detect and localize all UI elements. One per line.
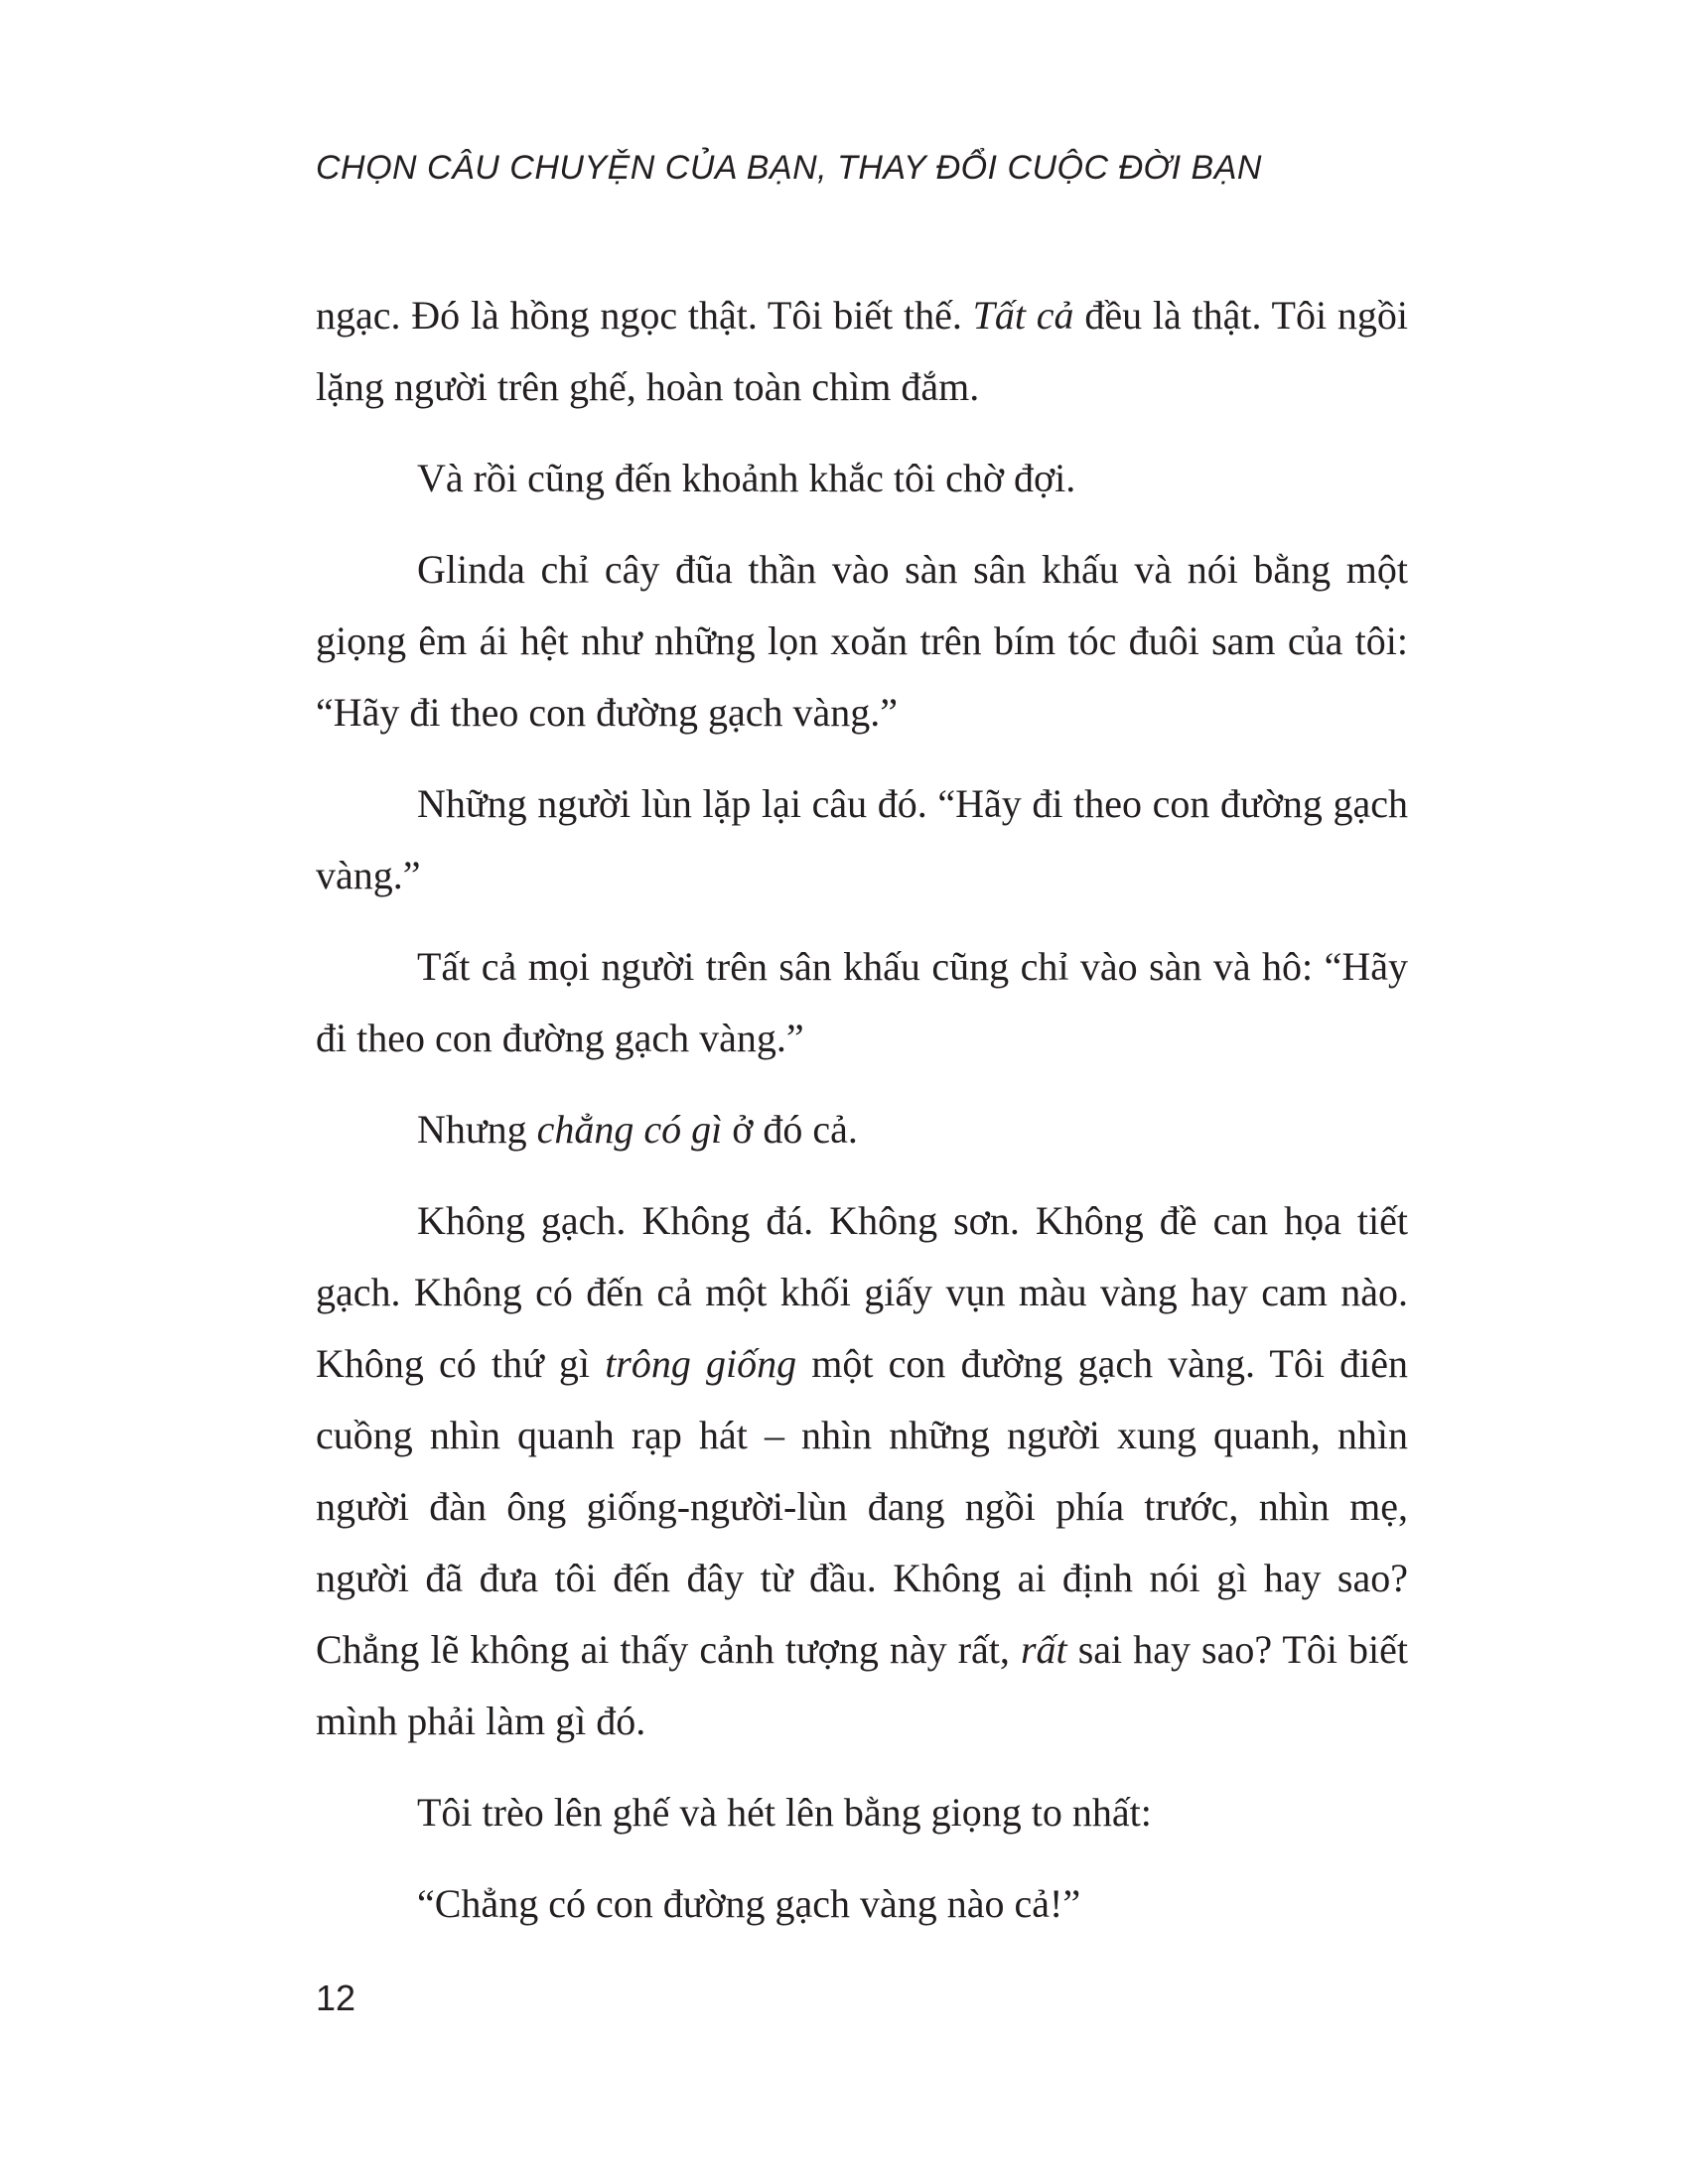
running-head: CHỌN CÂU CHUYỆN CỦA BẠN, THAY ĐỔI CUỘC ĐỜI BẠN — [316, 149, 1262, 187]
body-text — [316, 280, 1408, 1960]
paragraph-2: Và rồi cũng đến khoảnh khắc tôi chờ đợi. — [417, 456, 1076, 500]
italic-emphasis: Tất cả — [972, 293, 1074, 338]
paragraph-7: Không gạch. Không đá. Không sơn. Không đề can họa tiết gạch. Không có đến cả một khối giấy vụn màu vàng hay cam nào. Không có thứ gì trông giống một con đường gạch vàng. Tôi điên cuồng nhìn quanh rạp hát – nhìn những người xung quanh, nhìn người đàn ông giống-người-lùn đang ngồi phía trước, nhìn mẹ, người đã đưa tôi đến đây từ đầu. Không ai định nói gì hay sao? Chẳng lẽ không ai thấy cảnh tượng này rất, rất sai hay sao? Tôi biết mình phải làm gì đó. — [316, 1198, 1409, 1743]
paragraph-8: Tôi trèo lên ghế và hét lên bằng giọng to nhất: — [417, 1790, 1152, 1835]
paragraph-4: Những người lùn lặp lại câu đó. “Hãy đi theo con đường gạch vàng.” — [316, 781, 1408, 897]
italic-emphasis: trông giống — [605, 1341, 797, 1386]
page-number: 12 — [316, 1978, 356, 2018]
paragraph-1: ngạc. Đó là hồng ngọc thật. Tôi biết thế. Tất cả đều là thật. Tôi ngồi lặng người trên ghế, hoàn toàn chìm đắm. — [316, 293, 1408, 409]
italic-emphasis: chẳng có gì — [536, 1107, 723, 1152]
paragraph-3: Glinda chỉ cây đũa thần vào sàn sân khấu và nói bằng một giọng êm ái hệt như những lọn xoăn trên bím tóc đuôi sam của tôi: “Hãy đi theo con đường gạch vàng.” — [316, 547, 1408, 735]
italic-emphasis: rất — [1020, 1627, 1067, 1672]
paragraph-6: Nhưng chẳng có gì ở đó cả. — [417, 1107, 858, 1152]
paragraph-9: “Chẳng có con đường gạch vàng nào cả!” — [417, 1881, 1081, 1926]
paragraph-5: Tất cả mọi người trên sân khấu cũng chỉ vào sàn và hô: “Hãy đi theo con đường gạch vàng.” — [316, 944, 1408, 1060]
